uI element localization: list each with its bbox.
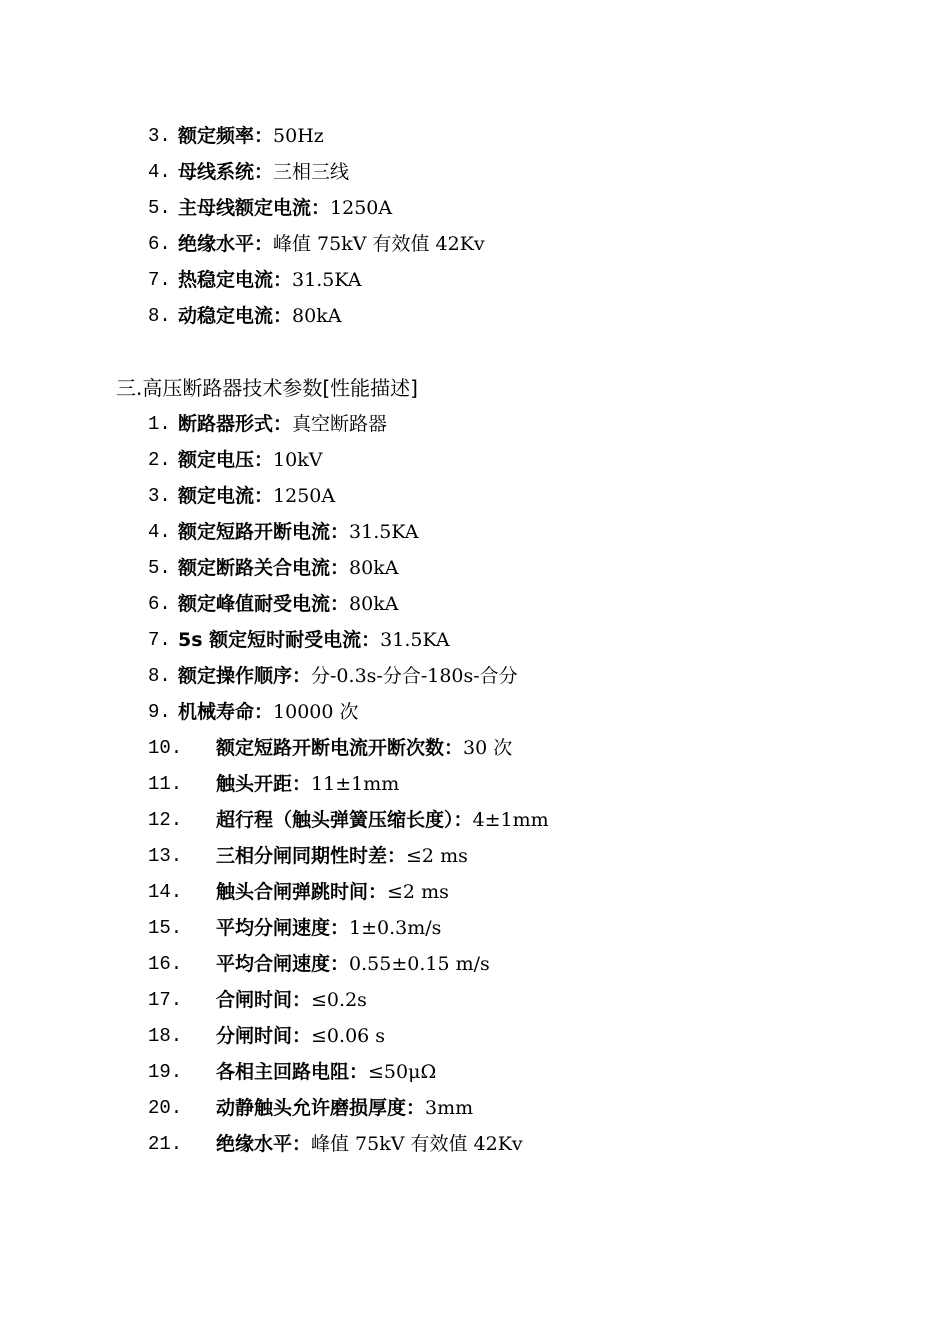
item-number: 7. (148, 269, 171, 291)
item-label: 动静触头允许磨损厚度： (216, 1097, 426, 1119)
section-heading: 三.高压断路器技术参数[性能描述] (116, 376, 418, 400)
item-content (178, 442, 322, 478)
list-item (0, 1126, 950, 1162)
list-item (0, 1054, 950, 1090)
item-content (178, 226, 485, 262)
item-label: 绝缘水平： (178, 233, 274, 255)
item-label: 触头开距： (216, 773, 312, 795)
list-item (0, 766, 950, 802)
list-item (0, 190, 950, 226)
item-label: 触头合闸弹跳时间： (216, 881, 388, 903)
item-number: 13. (148, 845, 183, 867)
item-content (216, 874, 449, 910)
item-content (216, 1054, 436, 1090)
item-value: 峰值 75kV 有效值 42Kv (273, 233, 485, 255)
item-content (216, 1018, 385, 1054)
list-item (0, 622, 950, 658)
busbar-parameter-list (0, 118, 950, 334)
list-item (0, 946, 950, 982)
item-value: 80kA (349, 557, 399, 579)
item-content (216, 1090, 473, 1126)
item-label: 额定峰值耐受电流： (178, 593, 350, 615)
item-value: 31.5KA (292, 269, 362, 291)
list-item (0, 838, 950, 874)
list-item (0, 226, 950, 262)
item-number: 16. (148, 953, 183, 975)
item-value: ≤0.06 s (311, 1025, 386, 1047)
item-content (216, 730, 512, 766)
item-number: 4. (148, 161, 171, 183)
item-label: 额定短路开断电流开断次数： (216, 737, 464, 759)
list-item (0, 478, 950, 514)
item-content (178, 262, 361, 298)
item-value: 80kA (292, 305, 342, 327)
list-item (0, 658, 950, 694)
item-content (216, 982, 367, 1018)
item-label: 机械寿命： (178, 701, 274, 723)
item-label: 动稳定电流： (178, 305, 293, 327)
item-content (178, 190, 392, 226)
item-number: 9. (148, 701, 171, 723)
item-content (216, 802, 549, 838)
item-value: 31.5KA (349, 521, 419, 543)
item-value: ≤50μΩ (368, 1061, 437, 1083)
list-item (0, 118, 950, 154)
item-number: 19. (148, 1061, 183, 1083)
item-label: 平均合闸速度： (216, 953, 350, 975)
list-item (0, 910, 950, 946)
list-item (0, 1090, 950, 1126)
item-number: 14. (148, 881, 183, 903)
item-content (216, 1126, 523, 1162)
item-value: 分-0.3s-分合-180s-合分 (311, 665, 518, 687)
item-value: 30 次 (463, 737, 513, 759)
item-value: ≤2 ms (406, 845, 468, 867)
list-item (0, 550, 950, 586)
item-value: 80kA (349, 593, 399, 615)
item-number: 6. (148, 233, 171, 255)
item-number: 15. (148, 917, 183, 939)
item-content (178, 694, 359, 730)
item-number: 21. (148, 1133, 183, 1155)
item-label: 5s 额定短时耐受电流： (178, 629, 381, 651)
list-item (0, 514, 950, 550)
item-label: 额定电流： (178, 485, 274, 507)
item-value: 1250A (273, 485, 336, 507)
item-number: 18. (148, 1025, 183, 1047)
item-value: 4±1mm (472, 809, 549, 831)
item-number: 8. (148, 305, 171, 327)
item-content (178, 118, 324, 154)
item-number: 5. (148, 557, 171, 579)
item-content (178, 298, 341, 334)
item-label: 热稳定电流： (178, 269, 293, 291)
list-item (0, 586, 950, 622)
list-item (0, 442, 950, 478)
item-content (178, 478, 335, 514)
list-item (0, 1018, 950, 1054)
item-content (178, 586, 398, 622)
item-number: 1. (148, 413, 171, 435)
item-value: 三相三线 (273, 161, 350, 183)
item-label: 额定断路关合电流： (178, 557, 350, 579)
item-content (216, 838, 468, 874)
item-label: 额定电压： (178, 449, 274, 471)
item-number: 4. (148, 521, 171, 543)
item-label: 三相分闸同期性时差： (216, 845, 407, 867)
item-value: 31.5KA (380, 629, 450, 651)
item-content (178, 406, 387, 442)
item-number: 7. (148, 629, 171, 651)
item-value: 50Hz (273, 125, 324, 147)
item-value: 3mm (425, 1097, 474, 1119)
item-value: 峰值 75kV 有效值 42Kv (311, 1133, 523, 1155)
list-item (0, 802, 950, 838)
item-label: 额定操作顺序： (178, 665, 312, 687)
item-label: 超行程（触头弹簧压缩长度）： (216, 809, 473, 831)
list-item (0, 406, 950, 442)
item-content (178, 154, 349, 190)
item-number: 20. (148, 1097, 183, 1119)
list-item (0, 730, 950, 766)
list-item (0, 874, 950, 910)
item-number: 8. (148, 665, 171, 687)
item-number: 11. (148, 773, 183, 795)
item-content (178, 658, 518, 694)
item-value: 1±0.3m/s (349, 917, 442, 939)
list-item (0, 694, 950, 730)
list-item (0, 298, 950, 334)
list-item (0, 262, 950, 298)
item-label: 分闸时间： (216, 1025, 312, 1047)
breaker-parameter-list (0, 406, 950, 1162)
item-content (216, 946, 490, 982)
item-label: 断路器形式： (178, 413, 293, 435)
item-value: ≤0.2s (311, 989, 367, 1011)
item-number: 3. (148, 485, 171, 507)
item-value: 10kV (273, 449, 323, 471)
item-number: 2. (148, 449, 171, 471)
item-label: 主母线额定电流： (178, 197, 331, 219)
item-content (178, 622, 450, 658)
item-number: 5. (148, 197, 171, 219)
item-value: 真空断路器 (292, 413, 388, 435)
list-item (0, 154, 950, 190)
item-label: 绝缘水平： (216, 1133, 312, 1155)
item-content (178, 514, 418, 550)
list-item (0, 982, 950, 1018)
item-value: ≤2 ms (387, 881, 449, 903)
item-number: 3. (148, 125, 171, 147)
item-value: 1250A (330, 197, 393, 219)
item-number: 12. (148, 809, 183, 831)
item-label: 各相主回路电阻： (216, 1061, 369, 1083)
item-label: 合闸时间： (216, 989, 312, 1011)
item-value: 0.55±0.15 m/s (349, 953, 490, 975)
item-label: 额定频率： (178, 125, 274, 147)
item-value: 11±1mm (311, 773, 400, 795)
item-label: 母线系统： (178, 161, 274, 183)
item-value: 10000 次 (273, 701, 359, 723)
item-content (216, 766, 399, 802)
item-number: 10. (148, 737, 183, 759)
item-content (178, 550, 398, 586)
item-label: 平均分闸速度： (216, 917, 350, 939)
item-number: 17. (148, 989, 183, 1011)
item-content (216, 910, 441, 946)
item-label: 额定短路开断电流： (178, 521, 350, 543)
item-number: 6. (148, 593, 171, 615)
